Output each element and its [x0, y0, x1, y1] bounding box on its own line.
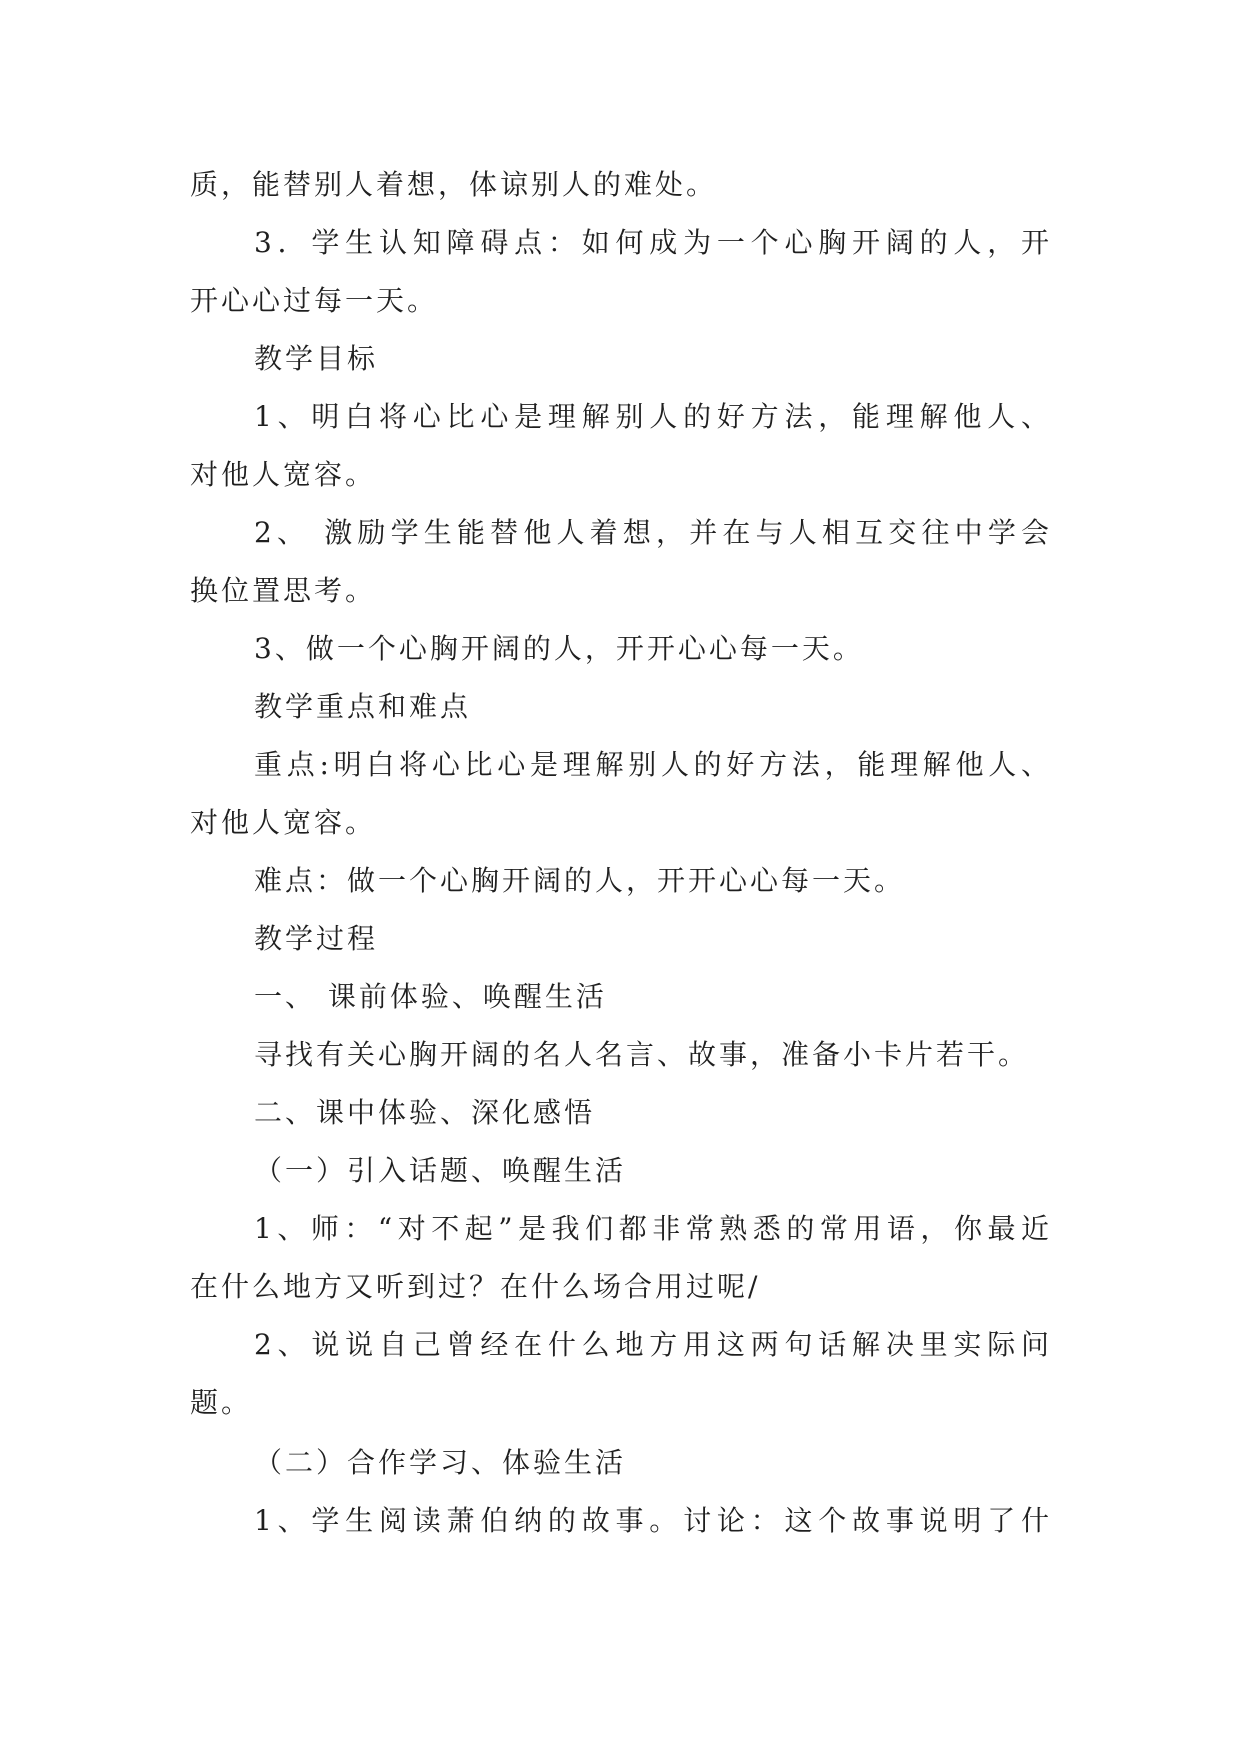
text-line: 1、学生阅读萧伯纳的故事。讨论：这个故事说明了什 — [254, 1504, 1052, 1537]
heading-text: 教学重点和难点 — [254, 690, 472, 723]
heading-text: 二、课中体验、深化感悟 — [254, 1096, 596, 1129]
document-body — [190, 156, 1052, 1550]
text-line: 换位置思考。 — [190, 574, 377, 607]
heading-text: 一、 课前体验、唤醒生活 — [254, 980, 607, 1013]
list-item-activity-2 — [190, 1316, 1052, 1432]
text-line: 题。 — [190, 1386, 253, 1419]
text-line: 1、师：“对不起”是我们都非常熟悉的常用语，你最近 — [254, 1212, 1052, 1245]
text-line: 3．学生认知障碍点：如何成为一个心胸开阔的人，开 — [254, 226, 1052, 259]
paragraph-continuation — [190, 156, 1052, 214]
list-item-reading — [190, 1492, 1052, 1550]
heading-text: （一）引入话题、唤醒生活 — [254, 1154, 627, 1187]
heading-text: （二）合作学习、体验生活 — [254, 1446, 627, 1479]
list-item-goal-1 — [190, 388, 1052, 504]
text-line: 1、明白将心比心是理解别人的好方法，能理解他人、 — [254, 400, 1052, 433]
section-heading-key-points — [190, 678, 1052, 736]
text-line: 难点：做一个心胸开阔的人，开开心心每一天。 — [254, 864, 906, 897]
paragraph-learning-obstacle — [190, 214, 1052, 330]
paragraph-difficult-point — [190, 852, 1052, 910]
text-line: 重点:明白将心比心是理解别人的好方法，能理解他人、 — [254, 748, 1052, 781]
list-item-activity-1 — [190, 1200, 1052, 1316]
text-line: 2、说说自己曾经在什么地方用这两句话解决里实际问 — [254, 1328, 1052, 1361]
text-line: 2、 激励学生能替他人着想，并在与人相互交往中学会 — [254, 516, 1052, 549]
subsection-heading-2 — [190, 1084, 1052, 1142]
text-line: 质，能替别人着想，体谅别人的难处。 — [190, 168, 718, 201]
subsection-heading-2-1 — [190, 1142, 1052, 1200]
text-line: 对他人宽容。 — [190, 806, 377, 839]
heading-text: 教学过程 — [254, 922, 379, 955]
text-line: 对他人宽容。 — [190, 458, 377, 491]
subsection-heading-2-2 — [190, 1434, 1052, 1492]
paragraph-preparation — [190, 1026, 1052, 1084]
heading-text: 教学目标 — [254, 342, 379, 375]
section-heading-teaching-goals — [190, 330, 1052, 388]
text-line: 寻找有关心胸开阔的名人名言、故事，准备小卡片若干。 — [254, 1038, 1030, 1071]
text-line: 3、做一个心胸开阔的人，开开心心每一天。 — [254, 632, 864, 665]
section-heading-teaching-process — [190, 910, 1052, 968]
subsection-heading-1 — [190, 968, 1052, 1026]
paragraph-key-point — [190, 736, 1052, 852]
text-line: 开心心过每一天。 — [190, 284, 439, 317]
text-line: 在什么地方又听到过？在什么场合用过呢/ — [190, 1270, 761, 1303]
list-item-goal-2 — [190, 504, 1052, 620]
list-item-goal-3 — [190, 620, 1052, 678]
